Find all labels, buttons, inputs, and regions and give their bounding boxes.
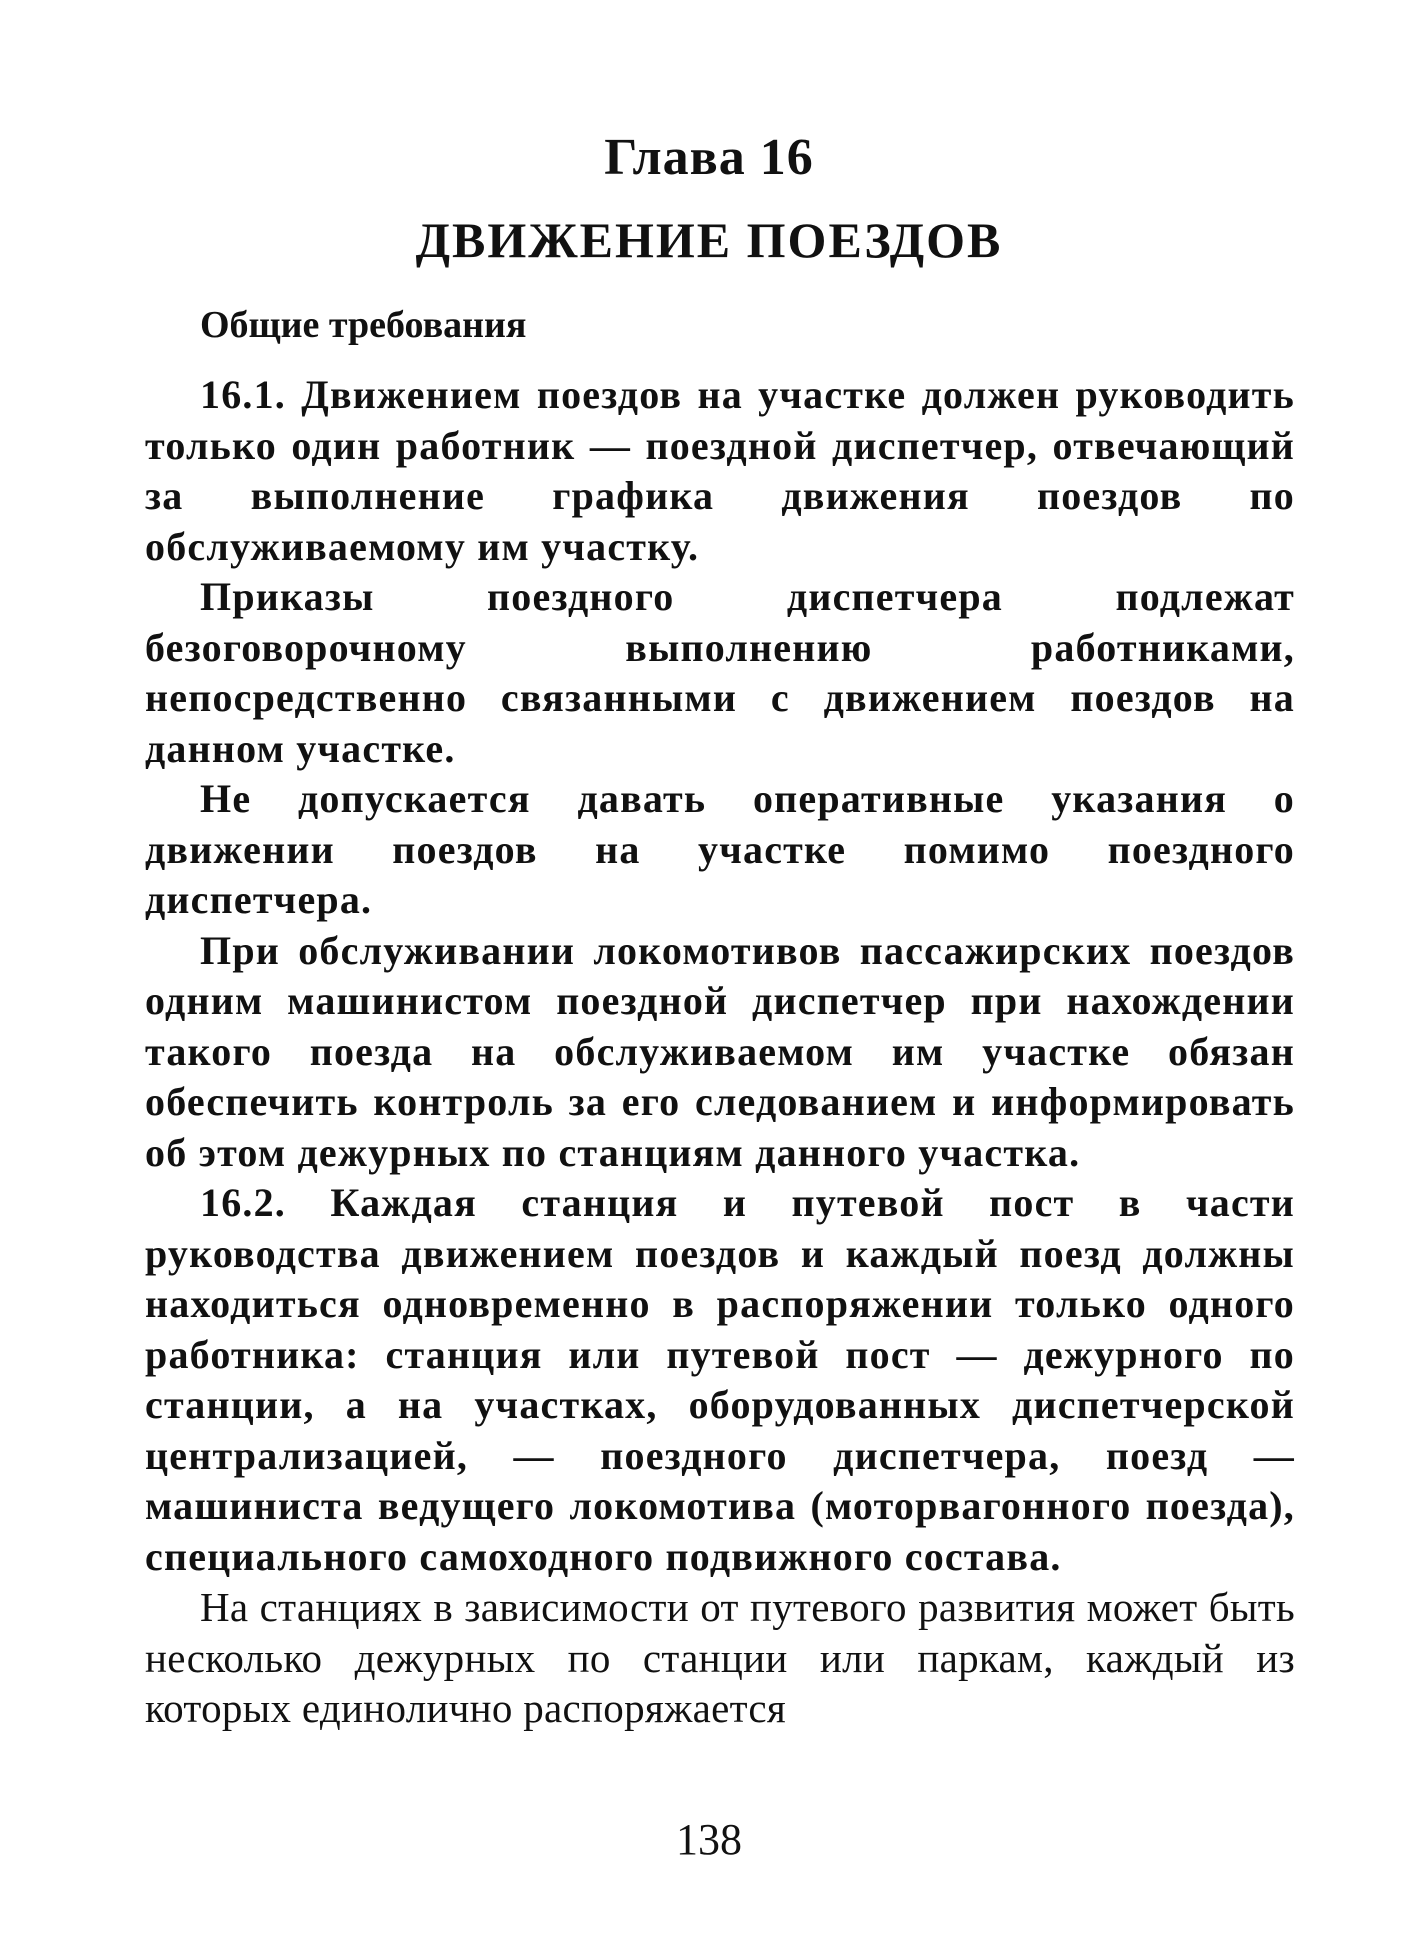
paragraph-single-driver: При обслуживании локомотивов пассажирских поездов одним машинистом поездной диспетчер при нахождении такого поезда на обслуживаемом им участке обязан обеспечить контроль за его следованием и информировать об этом дежурных по станциям данного участка. [145, 927, 1295, 1175]
paragraph-16-2: 16.2. Каждая станция и путевой пост в части руководства движением поездов и каждый поезд должны находиться одновременно в распоряжении только одного работника: станция или путевой пост — дежурного по станции, а на участках, оборудованных диспетчерской централизацией, — поездного диспетчера, поезд — машиниста ведущего локомотива (моторвагонного поезда), специального самоходного подвижного состава. [145, 1180, 1295, 1579]
page-number: 138 [676, 1815, 742, 1864]
body-text [145, 370, 1295, 1734]
paragraph-stations: На станциях в зависимости от путевого развития может быть несколько дежурных по станции или паркам, каждый из которых единолично распоряжается [145, 1584, 1295, 1731]
paragraph-no-instructions: Не допускается давать оперативные указания о движении поездов на участке помимо поездного диспетчера. [145, 776, 1295, 922]
paragraph-orders: Приказы поездного диспетчера подлежат безоговорочному выполнению работниками, непосредственно связанными с движением поездов на данном участке. [145, 574, 1295, 771]
chapter-label: Глава 16 [604, 129, 814, 186]
section-heading: Общие требования [200, 304, 527, 346]
paragraph-16-1: 16.1. Движением поездов на участке должен руководить только один работник — поездной диспетчер, отвечающий за выполнение графика движения поездов по обслуживаемому им участку. [145, 372, 1295, 569]
chapter-title: ДВИЖЕНИЕ ПОЕЗДОВ [415, 212, 1003, 268]
